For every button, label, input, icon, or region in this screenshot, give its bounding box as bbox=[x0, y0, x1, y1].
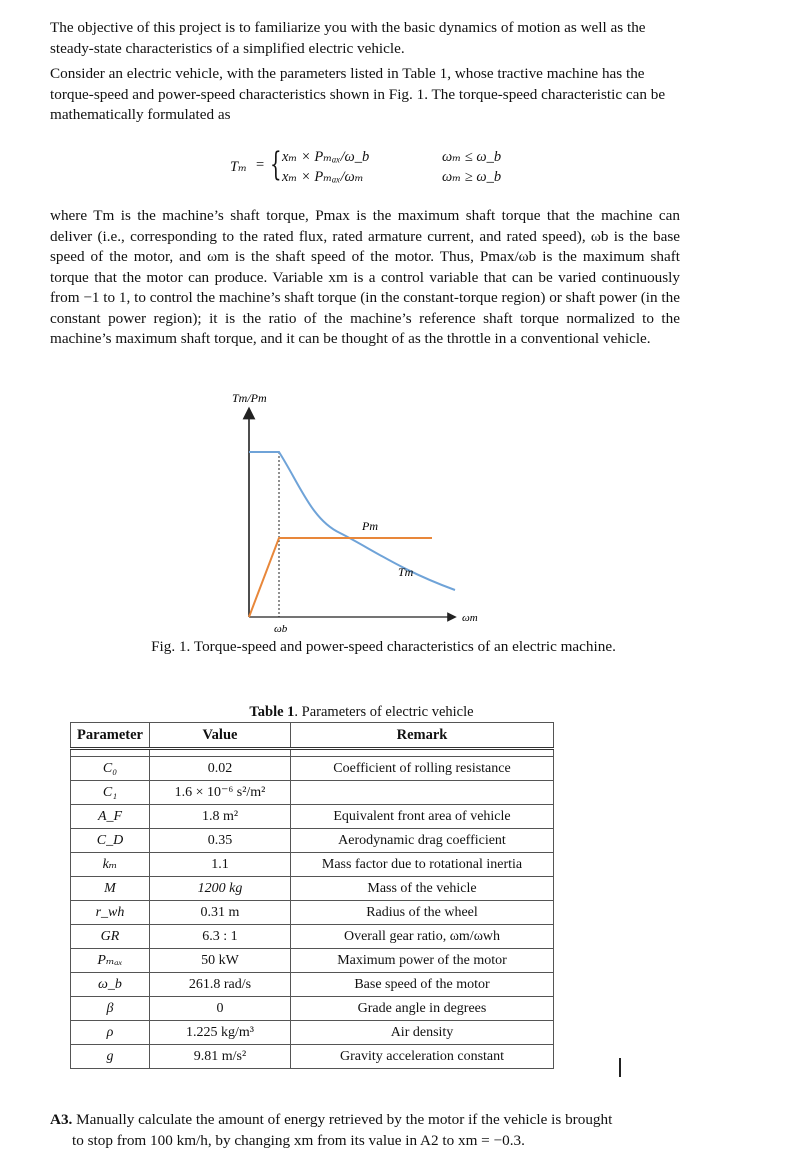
param-cell: M bbox=[71, 877, 150, 901]
question-line-1: A3. Manually calculate the amount of energy retrieved by the motor if the vehicle is brought bbox=[50, 1111, 613, 1128]
table-row bbox=[71, 973, 554, 997]
question-line-2: to stop from 100 km/h, by changing xm from its value in A2 to xm = −0.3. bbox=[72, 1131, 525, 1149]
remark-cell: Radius of the wheel bbox=[291, 901, 554, 925]
value-cell: 0.02 bbox=[150, 757, 291, 781]
param-cell: C₁ bbox=[71, 781, 150, 805]
remark-cell: Mass factor due to rotational inertia bbox=[291, 853, 554, 877]
table-row bbox=[71, 925, 554, 949]
intro-paragraph-2: Consider an electric vehicle, with the parameters listed in Table 1, whose tractive machine has the torque-speed and power-speed characteristics shown in Fig. 1. The torque-speed characteristic can be mathematically formulated as bbox=[50, 65, 666, 123]
y-axis-label: Tm/Pm bbox=[232, 391, 267, 405]
equation-condition-2: ωₘ ≥ ω_b bbox=[442, 169, 502, 185]
value-cell: 1.225 kg/m³ bbox=[150, 1021, 291, 1045]
figure-caption: Fig. 1. Torque-speed and power-speed characteristics of an electric machine. bbox=[151, 638, 616, 655]
text-cursor bbox=[619, 1058, 621, 1077]
table-row bbox=[71, 757, 554, 781]
header-value: Value bbox=[150, 723, 291, 749]
value-cell: 0.35 bbox=[150, 829, 291, 853]
param-cell: kₘ bbox=[71, 853, 150, 877]
base-speed-label: ωb bbox=[274, 623, 288, 635]
param-cell: ρ bbox=[71, 1021, 150, 1045]
definitions-paragraph: where Tm is the machine’s shaft torque, Pmax is the maximum shaft torque that the machine can deliver (i.e., corresponding to the rated flux, rated armature current, and rated speed), ωb is the base speed of the motor, and ωm is the shaft speed of the motor. Thus, Pmax/ωb is the maximum shaft torque that the motor can produce. Variable xm is a control variable that can be varied continuously from −1 to 1, to control the machine’s shaft torque (in the constant-torque region) or shaft power (in the constant power region); it is the ratio of the machine’s reference shaft torque normalized to the machine’s maximum shaft torque, and it can be thought of as the throttle in a conventional vehicle. bbox=[50, 207, 680, 347]
header-parameter: Parameter bbox=[71, 723, 150, 749]
table-row bbox=[71, 949, 554, 973]
remark-cell: Air density bbox=[291, 1021, 554, 1045]
table-caption: Table 1. Parameters of electric vehicle bbox=[249, 704, 474, 720]
value-cell: 261.8 rad/s bbox=[150, 973, 291, 997]
equation-lhs: Tₘ bbox=[230, 159, 247, 175]
equation-case-1: xₘ × Pₘₐₓ/ω_b bbox=[282, 149, 370, 165]
header-remark: Remark bbox=[291, 723, 554, 749]
value-cell: 1200 kg bbox=[150, 877, 291, 901]
param-cell: β bbox=[71, 997, 150, 1021]
parameters-table bbox=[70, 722, 554, 1069]
remark-cell: Mass of the vehicle bbox=[291, 877, 554, 901]
param-cell: C_D bbox=[71, 829, 150, 853]
equation-condition-1: ωₘ ≤ ω_b bbox=[442, 149, 502, 165]
table-row bbox=[71, 853, 554, 877]
remark-cell: Equivalent front area of vehicle bbox=[291, 805, 554, 829]
intro-paragraph-1: The objective of this project is to familiarize you with the basic dynamics of motion as well as the steady-state characteristics of a simplified electric vehicle. bbox=[50, 19, 646, 57]
torque-speed-chart bbox=[200, 385, 520, 635]
remark-cell: Gravity acceleration constant bbox=[291, 1045, 554, 1069]
table-row bbox=[71, 901, 554, 925]
value-cell: 1.1 bbox=[150, 853, 291, 877]
value-cell: 1.6 × 10⁻⁶ s²/m² bbox=[150, 781, 291, 805]
value-cell: 1.8 m² bbox=[150, 805, 291, 829]
param-cell: ω_b bbox=[71, 973, 150, 997]
table-row bbox=[71, 805, 554, 829]
value-cell: 6.3 : 1 bbox=[150, 925, 291, 949]
remark-cell: Coefficient of rolling resistance bbox=[291, 757, 554, 781]
equation-case-2: xₘ × Pₘₐₓ/ωₘ bbox=[282, 169, 364, 185]
remark-cell: Base speed of the motor bbox=[291, 973, 554, 997]
value-cell: 0 bbox=[150, 997, 291, 1021]
table-row bbox=[71, 877, 554, 901]
remark-cell: Overall gear ratio, ωm/ωwh bbox=[291, 925, 554, 949]
table-header-row bbox=[71, 723, 554, 749]
question-label: A3. bbox=[50, 1111, 73, 1128]
torque-equation bbox=[230, 145, 530, 191]
equation-equals: = bbox=[256, 157, 265, 173]
value-cell: 50 kW bbox=[150, 949, 291, 973]
remark-cell: Maximum power of the motor bbox=[291, 949, 554, 973]
question-a3 bbox=[50, 1110, 740, 1151]
param-cell: GR bbox=[71, 925, 150, 949]
table-row bbox=[71, 1021, 554, 1045]
power-curve-label: Pm bbox=[362, 519, 378, 533]
table-row bbox=[71, 829, 554, 853]
table-row bbox=[71, 781, 554, 805]
intro-text bbox=[50, 18, 680, 126]
param-cell: A_F bbox=[71, 805, 150, 829]
param-cell: C₀ bbox=[71, 757, 150, 781]
table-row bbox=[71, 997, 554, 1021]
remark-cell: Grade angle in degrees bbox=[291, 997, 554, 1021]
param-cell: r_wh bbox=[71, 901, 150, 925]
brace-icon: { bbox=[270, 144, 282, 183]
value-cell: 9.81 m/s² bbox=[150, 1045, 291, 1069]
torque-power-figure bbox=[200, 385, 520, 635]
param-cell: Pₘₐₓ bbox=[71, 949, 150, 973]
table-row bbox=[71, 1045, 554, 1069]
remark-cell: Aerodynamic drag coefficient bbox=[291, 829, 554, 853]
x-axis-label: ωm bbox=[462, 612, 478, 624]
torque-curve-label: Tm bbox=[398, 565, 414, 579]
param-cell: g bbox=[71, 1045, 150, 1069]
remark-cell bbox=[291, 781, 554, 805]
value-cell: 0.31 m bbox=[150, 901, 291, 925]
torque-curve bbox=[249, 452, 455, 590]
